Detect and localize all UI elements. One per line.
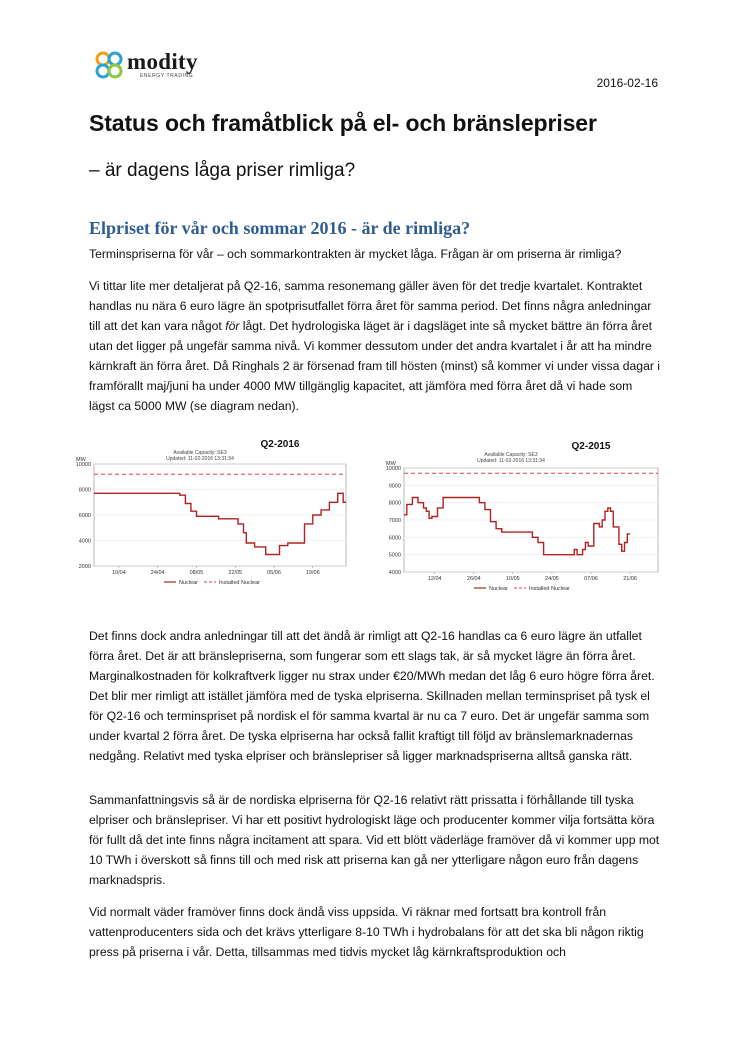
chart-q2-2015-svg <box>374 440 664 592</box>
y-tick-label: 4000 <box>388 570 401 576</box>
x-tick-label: 19/06 <box>305 570 320 576</box>
legend-nuclear-label: Nuclear <box>179 580 198 586</box>
paragraph-q2-detail-emphasis: för <box>225 319 240 333</box>
paragraph-q2-detail-part2: lågt. Det hydrologiska läget är i dagsläget inte så mycket bättre än förra året utan det ligger på ungefär samma nivå. Vi kommer dessutom under det andra kvartalet i år att ha mindre kärnkraft än förra året. Då Ringhals 2 är försenad fram till hösten (minst) så kommer vi under vissa dagar i framförallt maj/juni ha under 4000 MW tillgänglig kapacitet, att jämföra med förra året då vi hade som lägst ca 5000 MW (se diagram nedan). <box>89 319 661 413</box>
x-tick-label: 24/05 <box>545 576 559 582</box>
x-tick-label: 26/04 <box>466 576 481 582</box>
y-tick-label: 5000 <box>388 552 401 559</box>
y-tick-label: 8000 <box>78 487 91 494</box>
page-subtitle: – är dagens låga priser rimliga? <box>89 160 356 181</box>
legend-nuclear-label: Nuclear <box>489 586 508 592</box>
paragraph-upside: Vid normalt väder framöver finns dock ändå viss uppsida. Vi räknar med fortsatt bra kontroll från vattenproducenters sida och det krävs ytterligare 8-10 TWh i hydrobalans för att det ska bli någon riktig press på priserna i vår. Detta, tillsammas med tidvis mycket låg kärnkraftsproduktion och <box>89 905 644 959</box>
y-tick-label: 2000 <box>78 564 91 570</box>
x-tick-label: 08/05 <box>189 570 204 576</box>
x-tick-label: 10/04 <box>112 570 126 576</box>
logo-wordmark: modity <box>127 49 198 74</box>
y-axis-label: MW <box>386 461 396 467</box>
y-tick-label: 6000 <box>78 513 91 519</box>
x-tick-label: 05/06 <box>267 570 281 576</box>
chart-header-updated: Updated: 11-02-2016 13:31:34 <box>477 458 545 464</box>
company-logo <box>94 50 224 82</box>
chart-title: Q2-2016 <box>260 439 300 450</box>
y-tick-label: 9000 <box>388 483 401 490</box>
chart-q2-2016-svg <box>70 438 360 588</box>
modity-flower-icon <box>94 50 124 80</box>
y-tick-label: 7000 <box>388 518 401 524</box>
section-heading: Elpriset för vår och sommar 2016 - är de rimliga? <box>89 218 471 238</box>
page-title: Status och framåtblick på el- och bränslepriser <box>89 110 597 136</box>
y-tick-label: 4000 <box>78 538 91 545</box>
x-tick-label: 24/04 <box>150 570 165 576</box>
logo-tagline: ENERGY TRADING <box>140 73 194 79</box>
y-tick-label: 10000 <box>75 462 91 468</box>
paragraph-q2-detail-part1: Vi tittar lite mer detaljerat på Q2-16, samma resonemang gäller även för det tredje kvartalet. Kontraktet handlas nu nära 6 euro lägre än spotprisutfallet förra året för samma period. Det finns några anledningar till att det kan vara något <box>89 279 652 333</box>
paragraph-other-reasons: Det finns dock andra anledningar till att det ändå är rimligt att Q2-16 handlas ca 6 euro lägre än utfallet förra året. Det är att bränslepriserna, som fungerar som ett slags tak, är så mycket lägre än förra året. Marginalkostnaden för kolkraftverk ligger nu strax under €20/MWh medan det låg 6 euro högre förra året. Det blir mer rimligt att istället jämföra med de tyska elpriserna. Skillnaden mellan terminspriset på tysk el för Q2-16 och terminspriset på nordisk el för samma kvartal är nu ca 7 euro. Det är ungefär samma som under kvartal 2 förra året. De tyska elpriserna har också fallit kraftigt till följd av bränslemarknadernas nedgång. Relativt med tyska elpriser och bränslepriser så ligger marknadspriserna alltså ganska rätt. <box>89 629 655 763</box>
chart-header-capacity: Available Capacity: SE3 <box>484 452 538 458</box>
x-tick-label: 10/05 <box>505 576 520 582</box>
chart-header-updated: Updated: 11-02-2016 13:31:34 <box>166 456 234 462</box>
chart-title: Q2-2015 <box>571 441 611 452</box>
chart-q2-2015 <box>374 440 664 592</box>
y-tick-label: 10000 <box>385 466 401 472</box>
x-tick-label: 12/04 <box>427 576 442 582</box>
chart-header-capacity: Available Capacity: SE3 <box>173 450 227 456</box>
y-tick-label: 8000 <box>388 500 401 507</box>
x-tick-label: 07/06 <box>584 576 598 582</box>
y-axis-label: MW <box>76 457 86 463</box>
document-date: 2016-02-16 <box>596 76 658 90</box>
paragraph-summary: Sammanfattningsvis så är de nordiska elpriserna för Q2-16 relativt rätt prissatta i förhållande till tyska elpriser och bränslepriser. Vi har ett positivt hydrologiskt läge och producenter kommer vilja fortsätta köra för fullt då det inte finns några incitament att spara. Vid ett blött väderläge framöver då vi kommer upp mot 10 TWh i överskott så finns till och med risk att priserna kan gå ner ytterligare någon euro från dagens marknadspris. <box>89 793 660 887</box>
chart-q2-2016 <box>70 438 360 588</box>
y-tick-label: 6000 <box>388 535 401 542</box>
x-tick-label: 22/05 <box>228 570 243 576</box>
paragraph-intro: Terminspriserna för vår – och sommarkontrakten är mycket låga. Frågan är om priserna är rimliga? <box>89 247 622 261</box>
legend-installed-label: Installed Nuclear <box>219 580 260 586</box>
paragraph-q2-detail <box>89 276 661 416</box>
legend-installed-label: Installed Nuclear <box>529 586 570 592</box>
x-tick-label: 21/06 <box>623 576 637 582</box>
